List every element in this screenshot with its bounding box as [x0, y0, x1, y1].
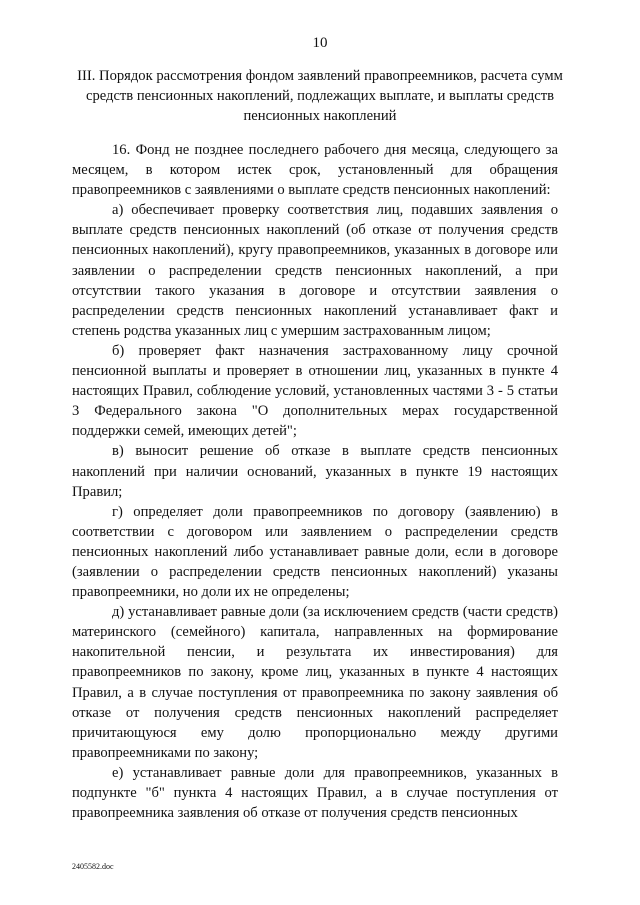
paragraph-16e: е) устанавливает равные доли для правопреемников, указанных в подпункте "б" пункта 4 настоящих Правил, а в случае поступления от правопреемника заявления об отказе от получения средств пенсионных	[72, 764, 558, 822]
body-text	[72, 140, 558, 823]
section-heading: III. Порядок рассмотрения фондом заявлений правопреемников, расчета сумм средств пенсионных накоплений, подлежащих выплате, и выплаты средств пенсионных накоплений	[77, 68, 563, 124]
document-code: 2405582.doc	[72, 862, 114, 871]
paragraph-16: 16. Фонд не позднее последнего рабочего дня месяца, следующего за месяцем, в котором истек срок, установленный для обращения правопреемников с заявлениями о выплате средств пенсионных накоплений:	[72, 142, 558, 199]
paragraph-16g: г) определяет доли правопреемников по договору (заявлению) в соответствии с договором или заявлением о распределении средств пенсионных накоплений либо устанавливает равные доли, если в договоре (заявлении о распределении средств пенсионных накоплений) указаны правопреемники, но доли их не определены;	[72, 503, 558, 601]
paragraph-16a: а) обеспечивает проверку соответствия лиц, подавших заявления о выплате средств пенсионных накоплений (об отказе от получения средств пенсионных накоплений), кругу правопреемников, указанных в договоре или заявлении о распределении средств пенсионных накоплений, а при отсутствии такого указания в договоре и отсутствии заявления о распределении средств пенсионных накоплений устанавливает факт и степень родства указанных лиц с умершим застрахованным лицом;	[72, 202, 558, 339]
paragraph-16b: б) проверяет факт назначения застрахованному лицу срочной пенсионной выплаты и проверяет в отношении лиц, указанных в пункте 4 настоящих Правил, соблюдение условий, установленных частями 3 - 5 статьи 3 Федерального закона "О дополнительных мерах государственной поддержки семей, имеющих детей";	[72, 342, 558, 440]
page-number: 10	[312, 35, 328, 51]
paragraph-16v: в) выносит решение об отказе в выплате средств пенсионных накоплений при наличии оснований, указанных в пункте 19 настоящих Правил;	[72, 443, 558, 500]
paragraph-16d: д) устанавливает равные доли (за исключением средств (части средств) материнского (семейного) капитала, направленных на формирование накопительной пенсии, и результата их инвестирования) для правопреемников по закону, кроме лиц, указанных в пункте 4 настоящих Правил, а в случае поступления от правопреемника по закону заявления об отказе от получения средств пенсионных накоплений распределяет причитающуюся ему долю пропорционально между другими правопреемниками по закону;	[72, 604, 558, 761]
